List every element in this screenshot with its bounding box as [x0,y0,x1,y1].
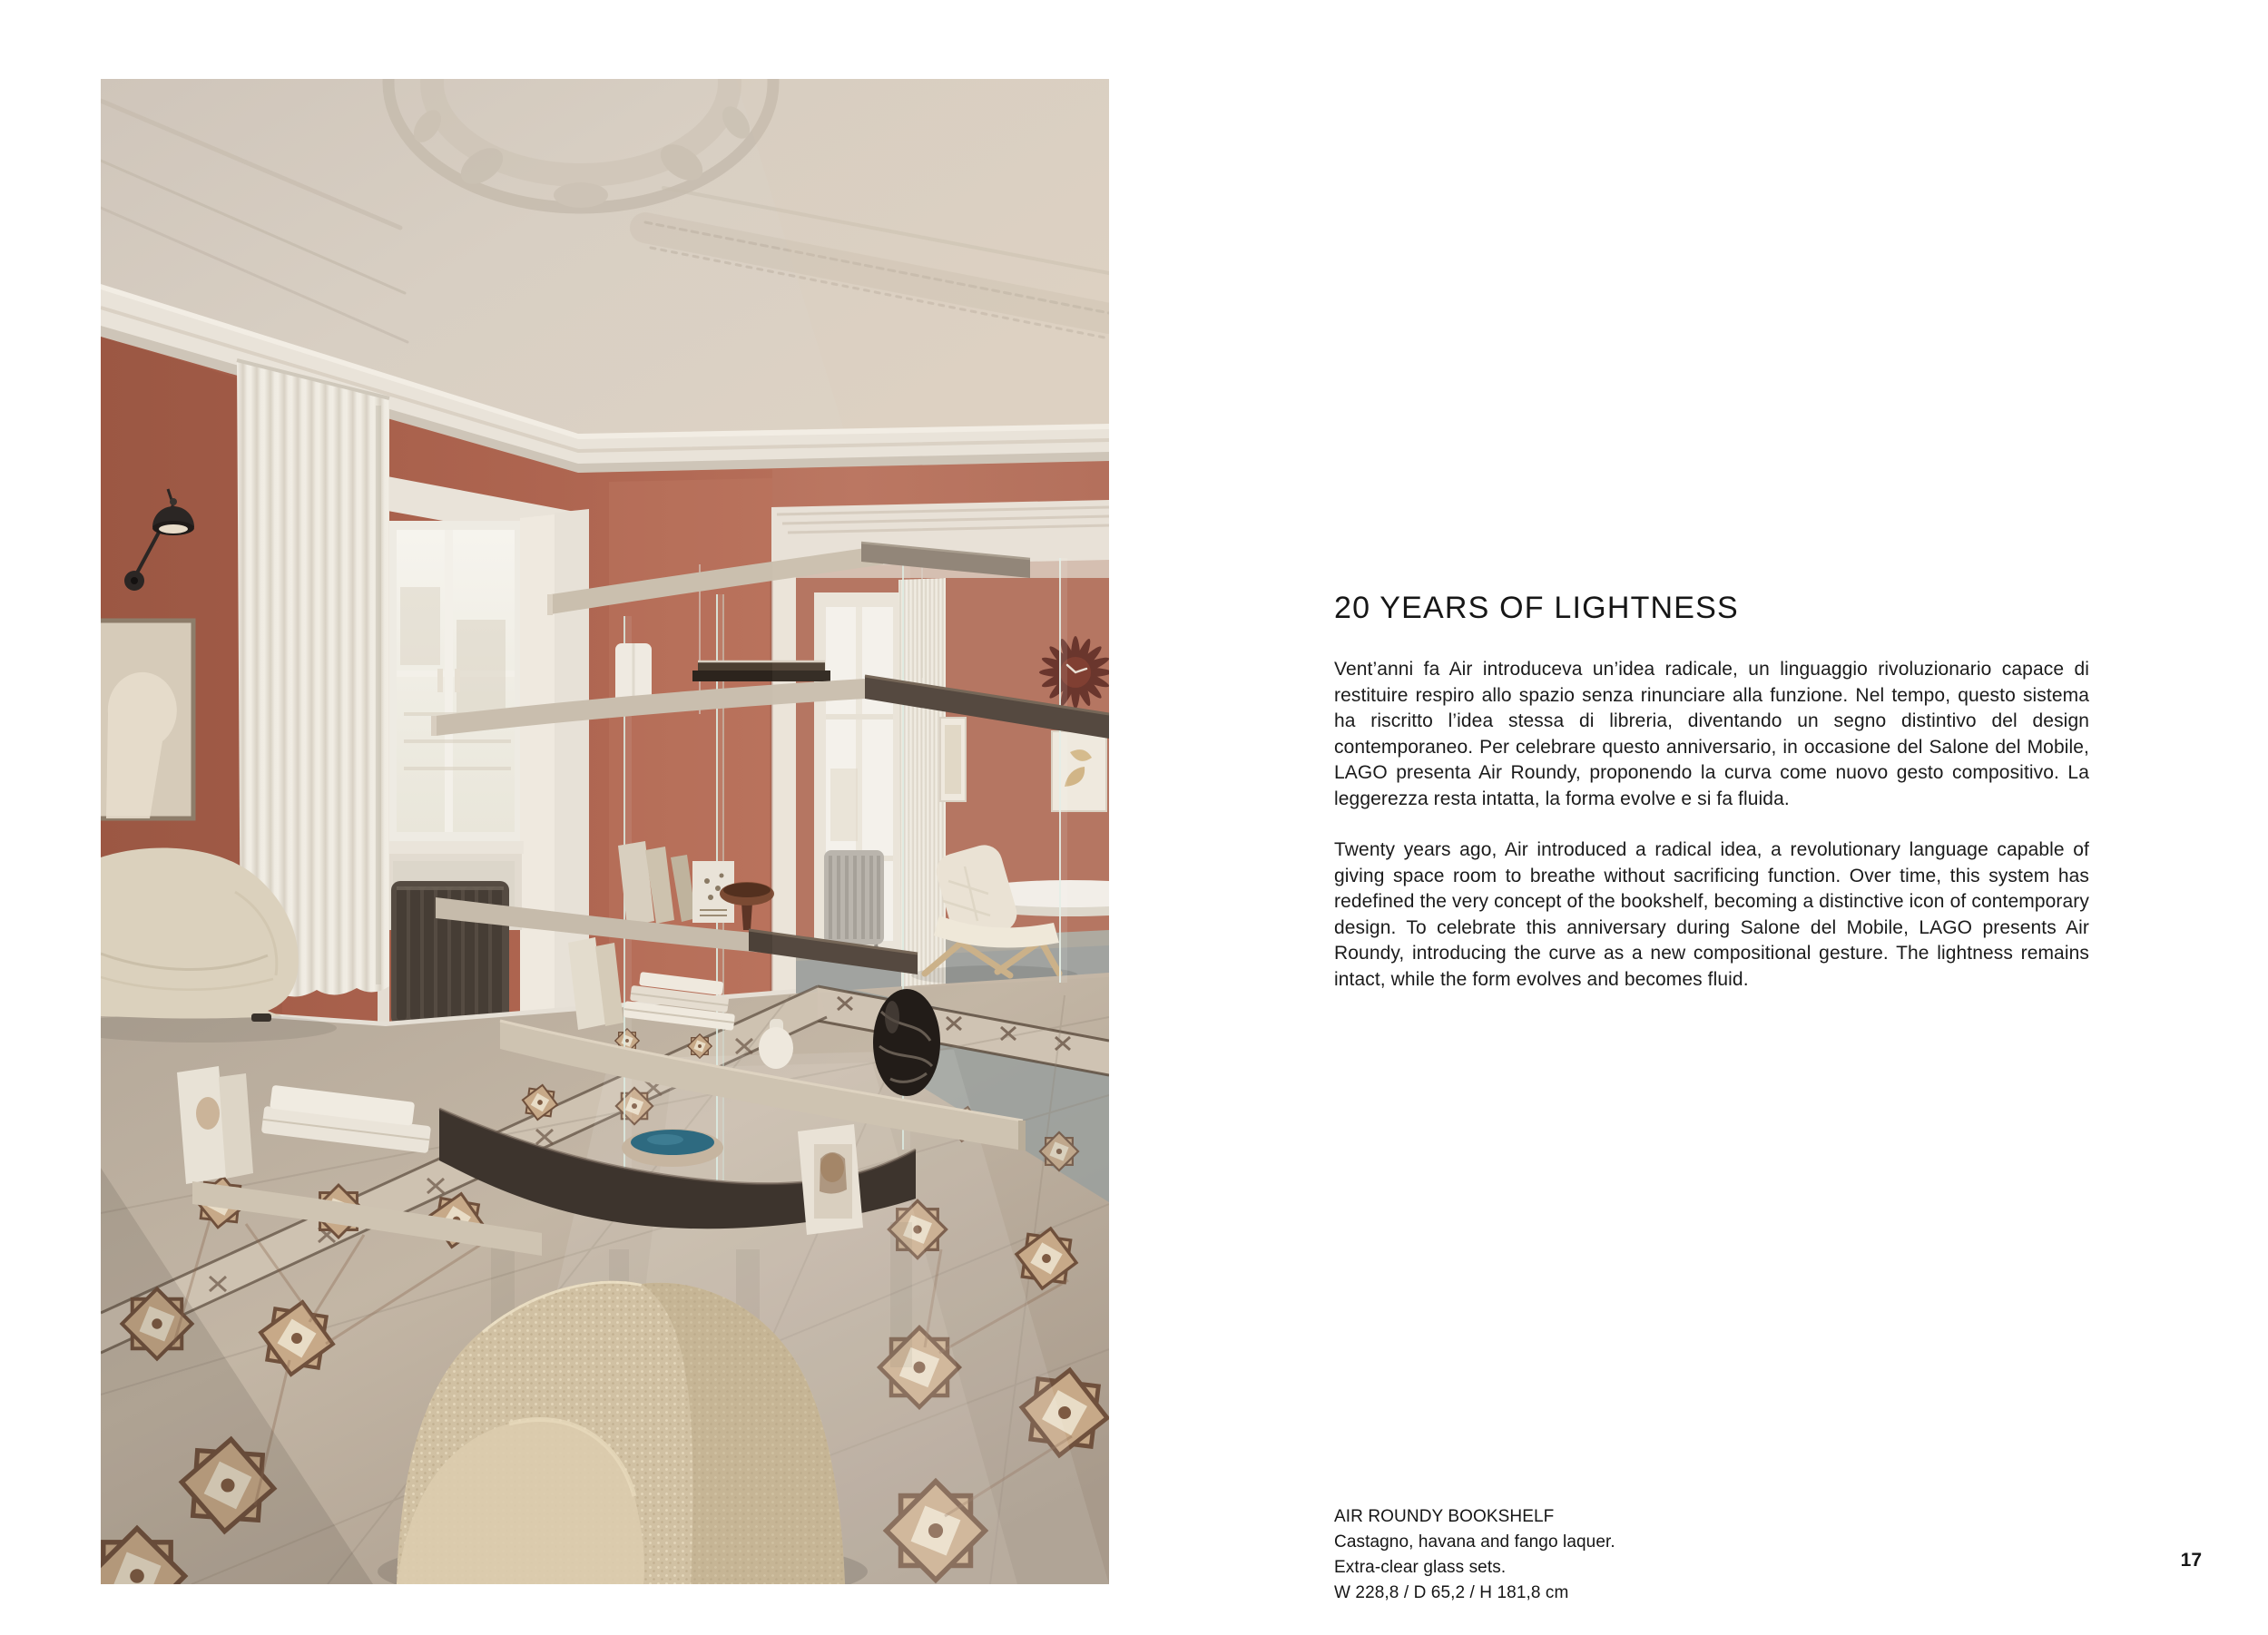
paragraph-english: Twenty years ago, Air introduced a radical idea, a revolutionary language capable of giving space room to breathe without sacrificing function. Over time, this system has redefined the very concept of the bookshelf, becoming a distinctive icon of contemporary design. To celebrate this anniversary during Salone del Mobile, LAGO presents Air Roundy, introducing the curve as a new compositional gesture. The lightness remains intact, while the form evolves and becomes fluid. [1334,839,2089,990]
black-marbled-vase [873,989,940,1096]
product-caption [1334,1504,1969,1606]
product-glass: Extra-clear glass sets. [1334,1558,1507,1577]
blue-bowl [622,1129,723,1167]
product-dimensions: W 228,8 / D 65,2 / H 181,8 cm [1334,1583,1569,1602]
framed-artwork [101,621,193,818]
living-room-scene [101,79,1109,1584]
product-finish: Castagno, havana and fango laquer. [1334,1532,1615,1552]
leaning-magazines [177,1066,253,1184]
magazines [798,1124,863,1235]
catalog-photo [101,79,1109,1584]
article-body [1334,657,2089,1018]
page-title: 20 YEARS OF LIGHTNESS [1334,591,1739,625]
paragraph-italian: Vent’anni fa Air introduceva un’idea radicale, un linguaggio rivoluzionario capace di restituire respiro allo spazio senza rinunciare alla funzione. Nel tempo, questo sistema ha riscritto l’idea stessa di libreria, diventando un segno distintivo del design contemporaneo. Per celebrare questo anniversario, in occasione del Salone del Mobile, LAGO presenta Air Roundy, proponendo la curva come nuovo gesto compositivo. La leggerezza resta intatta, la forma evolve e si fa fluida. [1334,659,2089,809]
product-name: AIR ROUNDY BOOKSHELF [1334,1507,1555,1526]
shelf-end-cap [547,594,553,615]
page-number: 17 [2180,1550,2202,1571]
light-haze [772,460,1109,995]
